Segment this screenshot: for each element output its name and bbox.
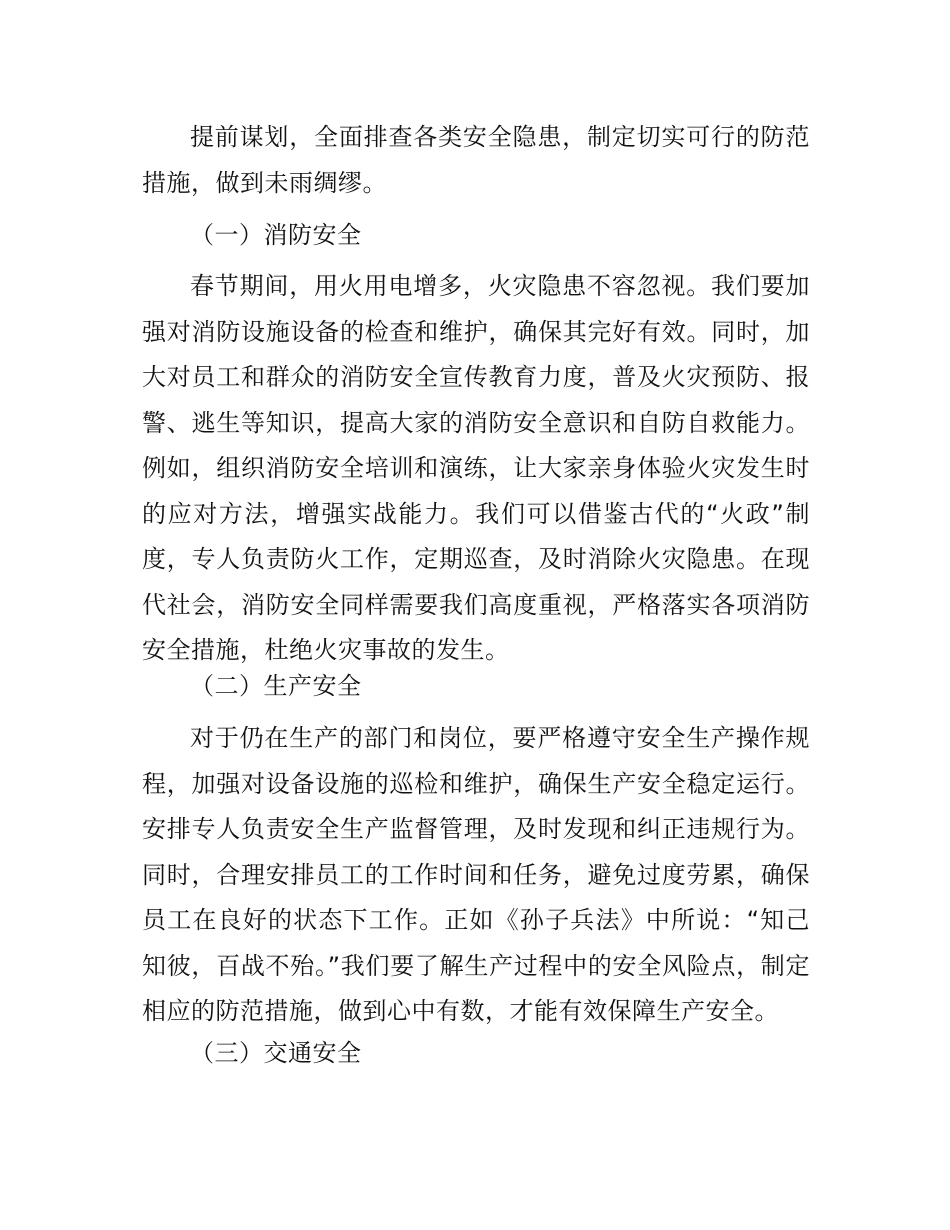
paragraph-intro: 提前谋划，全面排查各类安全隐患，制定切实可行的防范措施，做到未雨绸缪。 bbox=[142, 123, 810, 197]
section-heading-traffic-safety: （三）交通安全 bbox=[190, 1039, 362, 1067]
section-heading-fire-safety: （一）消防安全 bbox=[190, 221, 362, 249]
section-heading-production-safety: （二）生产安全 bbox=[190, 672, 362, 700]
paragraph-production-safety: 对于仍在生产的部门和岗位，要严格遵守安全生产操作规程，加强对设备设施的巡检和维护，确保生产安全稳定运行。安排专人负责安全生产监督管理，及时发现和纠正违规行为。同时，合理安排员工的工作时间和任务，避免过度劳累，确保员工在良好的状态下工作。正如《孙子兵法》中所说：“知己知彼，百战不殆。”我们要了解生产过程中的安全风险点，制定相应的防范措施，做到心中有数，才能有效保障生产安全。 bbox=[142, 724, 810, 1025]
paragraph-fire-safety: 春节期间，用火用电增多，火灾隐患不容忽视。我们要加强对消防设施设备的检查和维护，确保其完好有效。同时，加大对员工和群众的消防安全宣传教育力度，普及火灾预防、报警、逃生等知识，提高大家的消防安全意识和自防自救能力。例如，组织消防安全培训和演练，让大家亲身体验火灾发生时的应对方法，增强实战能力。我们可以借鉴古代的“火政”制度，专人负责防火工作，定期巡查，及时消除火灾隐患。在现代社会，消防安全同样需要我们高度重视，严格落实各项消防安全措施，杜绝火灾事故的发生。 bbox=[142, 272, 810, 664]
